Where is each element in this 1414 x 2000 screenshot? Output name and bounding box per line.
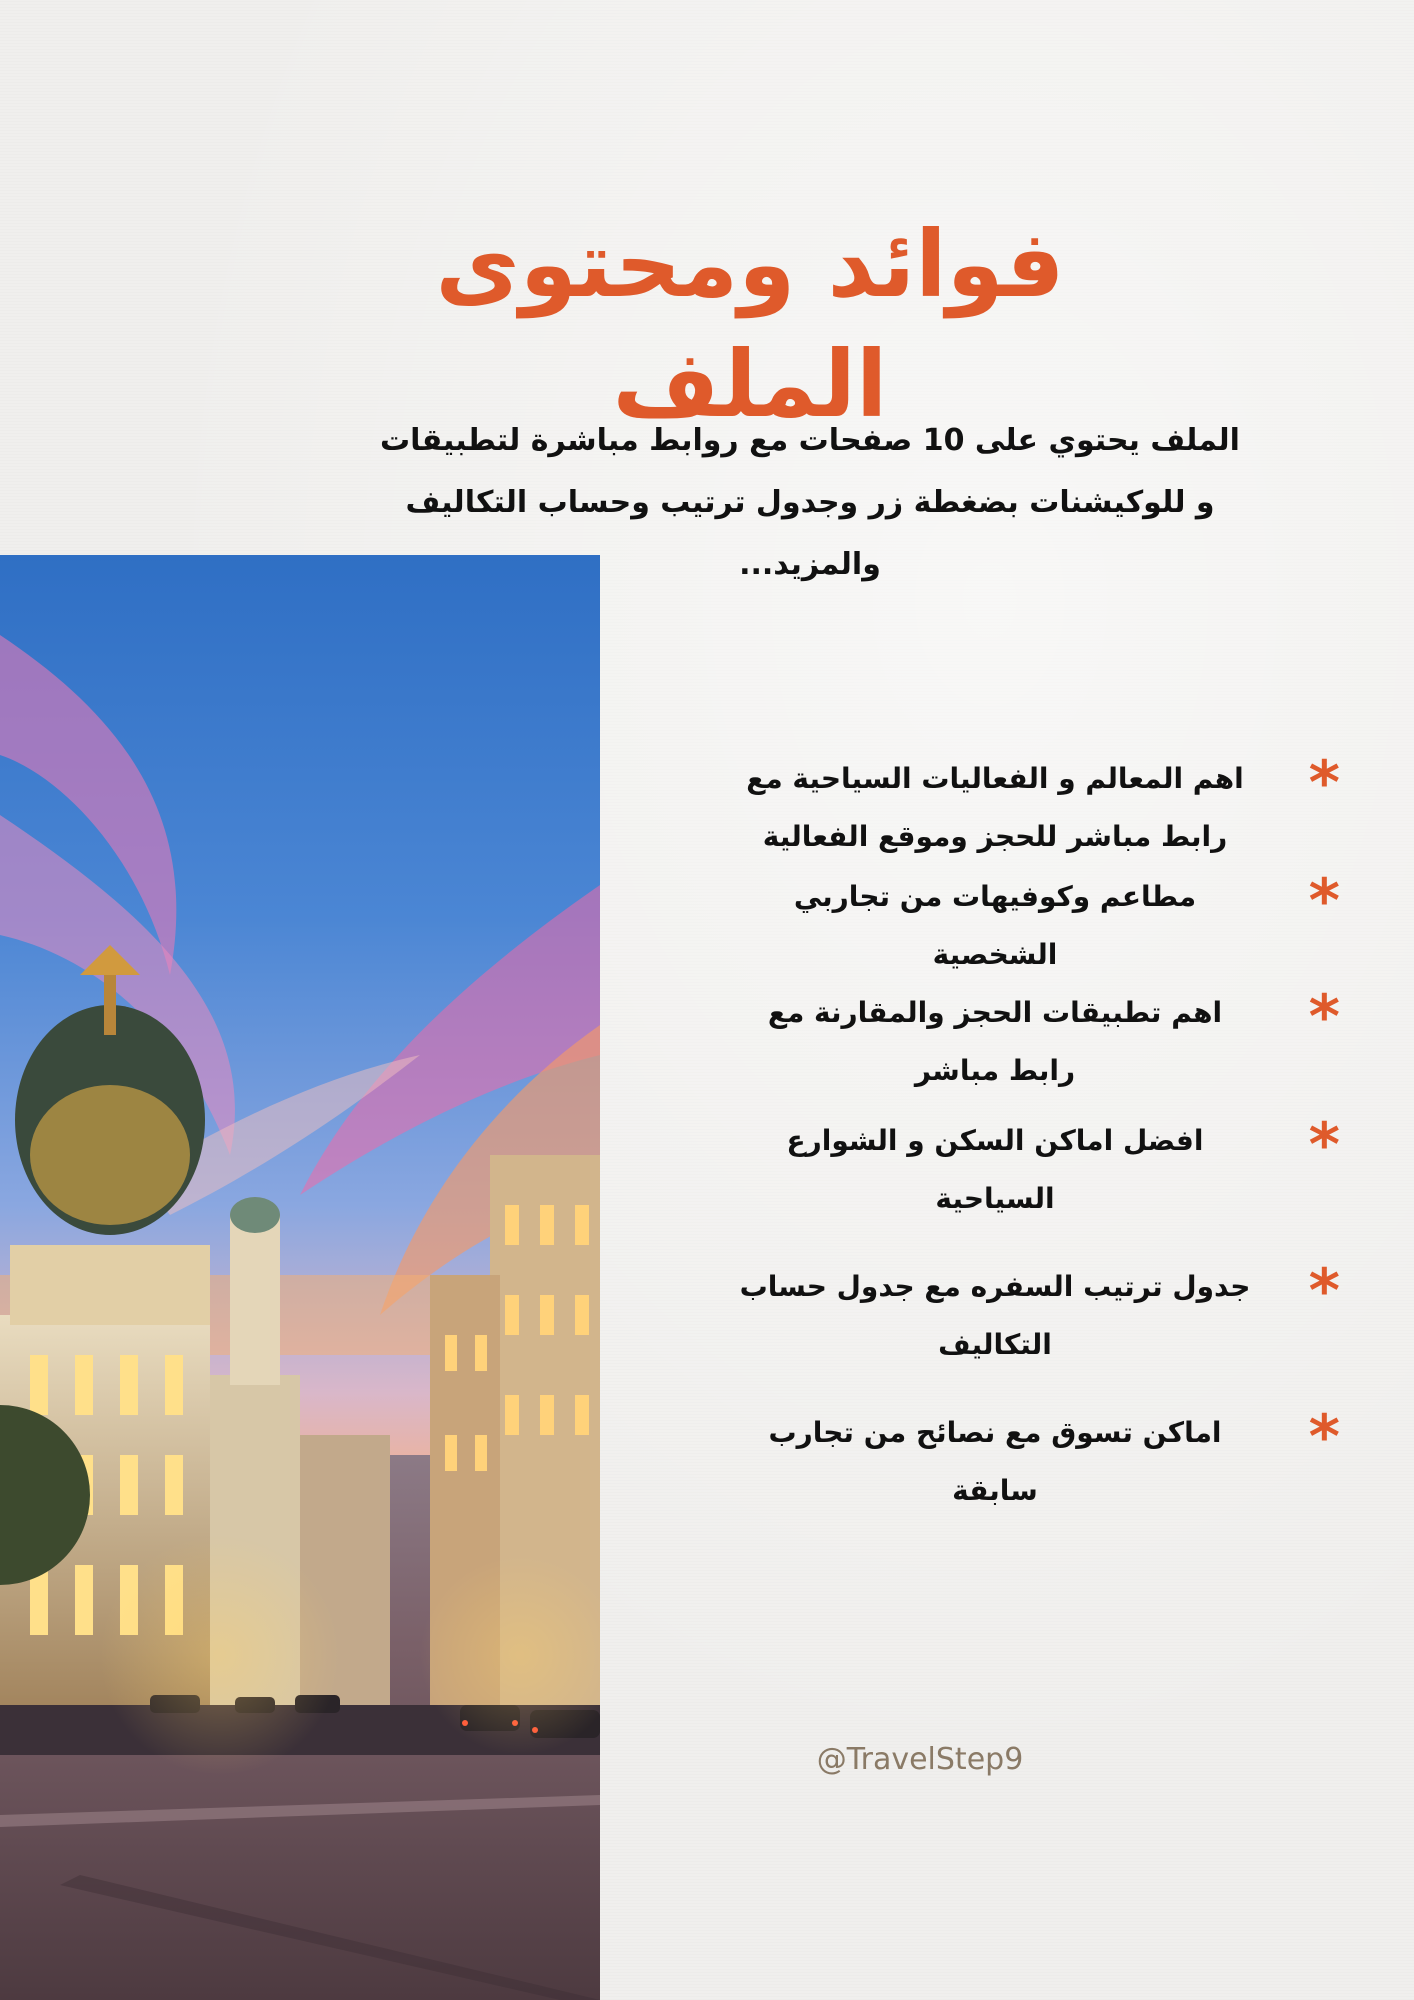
city-photo	[0, 555, 600, 2000]
page-title: فوائد ومحتوى الملف	[435, 211, 1065, 438]
list-item	[700, 750, 1340, 866]
asterisk-icon: *	[1308, 866, 1340, 936]
list-item-text: اهم المعالم و الفعاليات السياحية مع رابط مباشر للحجز وموقع الفعالية	[746, 762, 1244, 853]
list-item-text: جدول ترتيب السفره مع جدول حساب التكاليف	[739, 1270, 1251, 1361]
intro-paragraph: الملف يحتوي على 10 صفحات مع روابط مباشرة لتطبيقات و للوكيشنات بضغطة زر وجدول ترتيب وحساب التكاليف والمزيد...	[380, 423, 1240, 582]
list-item	[700, 984, 1340, 1100]
list-item-text: افضل اماكن السكن و الشوارع السياحية	[786, 1124, 1204, 1215]
list-item	[700, 1258, 1340, 1374]
asterisk-icon: *	[1308, 1110, 1340, 1180]
asterisk-icon: *	[1308, 1402, 1340, 1472]
list-item-text: مطاعم وكوفيهات من تجاربي الشخصية	[793, 880, 1197, 971]
list-item	[700, 1404, 1340, 1520]
list-item-text: اماكن تسوق مع نصائح من تجارب سابقة	[768, 1416, 1222, 1507]
asterisk-icon: *	[1308, 1256, 1340, 1326]
list-item	[700, 1112, 1340, 1228]
asterisk-icon: *	[1308, 748, 1340, 818]
social-handle: @TravelStep9	[816, 1742, 1024, 1777]
asterisk-icon: *	[1308, 982, 1340, 1052]
list-item-text: اهم تطبيقات الحجز والمقارنة مع رابط مباشر	[767, 996, 1223, 1087]
list-item	[700, 868, 1340, 984]
features-list	[700, 750, 1340, 1520]
